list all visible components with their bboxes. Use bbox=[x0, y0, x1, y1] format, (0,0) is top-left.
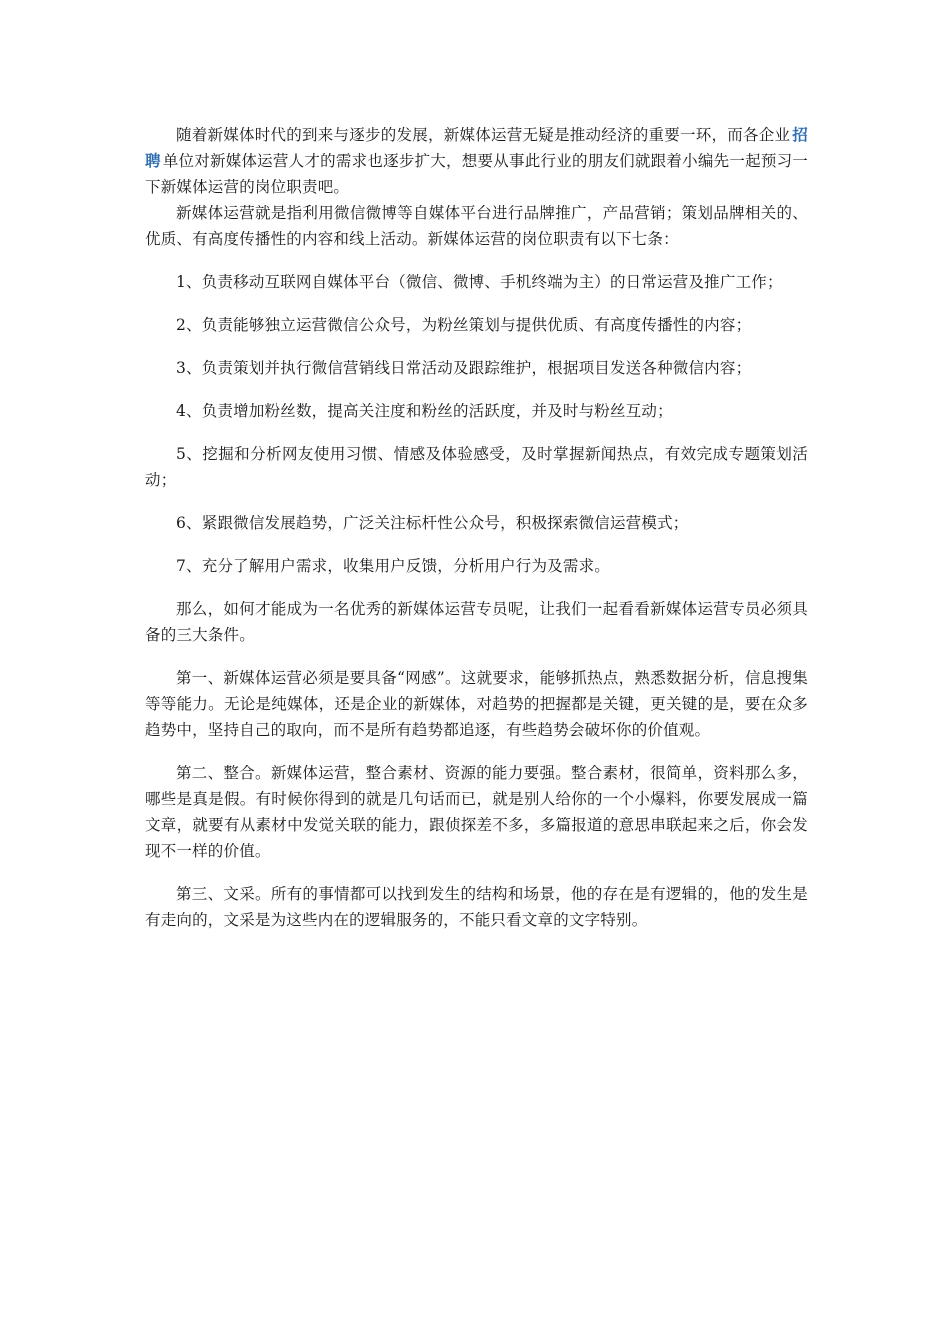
condition-2-paragraph: 第二、整合。新媒体运营，整合素材、资源的能力要强。整合素材，很简单，资料那么多，哪些是真是假。有时候你得到的就是几句话而已，就是别人给你的一个小爆料，你要发展成一篇文章，就要有从素材中发觉关联的能力，跟侦探差不多，多篇报道的意思串联起来之后，你会发现不一样的价值。 bbox=[145, 764, 808, 860]
condition-3-paragraph: 第三、文采。所有的事情都可以找到发生的结构和场景，他的存在是有逻辑的，他的发生是有走向的，文采是为这些内在的逻辑服务的，不能只看文章的文字特别。 bbox=[145, 885, 808, 929]
condition-1-paragraph: 第一、新媒体运营必须是要具备“网感”。这就要求，能够抓热点，熟悉数据分析，信息搜集等等能力。无论是纯媒体，还是企业的新媒体，对趋势的把握都是关键，更关键的是，要在众多趋势中，坚持自己的取向，而不是所有趋势都追逐，有些趋势会破坏你的价值观。 bbox=[145, 669, 808, 739]
duty-item-1: 1、负责移动互联网自媒体平台（微信、微博、手机终端为主）的日常运营及推广工作； bbox=[176, 273, 783, 291]
definition-paragraph: 新媒体运营就是指利用微信微博等自媒体平台进行品牌推广，产品营销；策划品牌相关的、优质、有高度传播性的内容和线上活动。新媒体运营的岗位职责有以下七条： bbox=[145, 204, 808, 248]
intro-text-end: 单位对新媒体运营人才的需求也逐步扩大，想要从事此行业的朋友们就跟着小编先一起预习一下新媒体运营的岗位职责吧。 bbox=[145, 152, 809, 196]
duty-item-4: 4、负责增加粉丝数，提高关注度和粉丝的活跃度，并及时与粉丝互动； bbox=[176, 402, 673, 420]
duty-item-7: 7、充分了解用户需求，收集用户反馈，分析用户行为及需求。 bbox=[176, 557, 610, 575]
recruitment-link[interactable]: 招聘 bbox=[145, 126, 808, 170]
document-body bbox=[145, 122, 808, 933]
intro-paragraph bbox=[145, 122, 808, 200]
duty-item-6: 6、紧跟微信发展趋势，广泛关注标杆性公众号，积极探索微信运营模式； bbox=[176, 514, 689, 532]
intro-text-start: 随着新媒体时代的到来与逐步的发展，新媒体运营无疑是推动经济的重要一环，而各企业 bbox=[176, 126, 791, 144]
duty-item-2: 2、负责能够独立运营微信公众号，为粉丝策划与提供优质、有高度传播性的内容； bbox=[176, 316, 752, 334]
duty-item-3: 3、负责策划并执行微信营销线日常活动及跟踪维护，根据项目发送各种微信内容； bbox=[176, 359, 752, 377]
transition-paragraph: 那么，如何才能成为一名优秀的新媒体运营专员呢，让我们一起看看新媒体运营专员必须具备的三大条件。 bbox=[145, 600, 808, 644]
duty-item-5: 5、挖掘和分析网友使用习惯、情感及体验感受，及时掌握新闻热点，有效完成专题策划活动； bbox=[145, 445, 808, 489]
